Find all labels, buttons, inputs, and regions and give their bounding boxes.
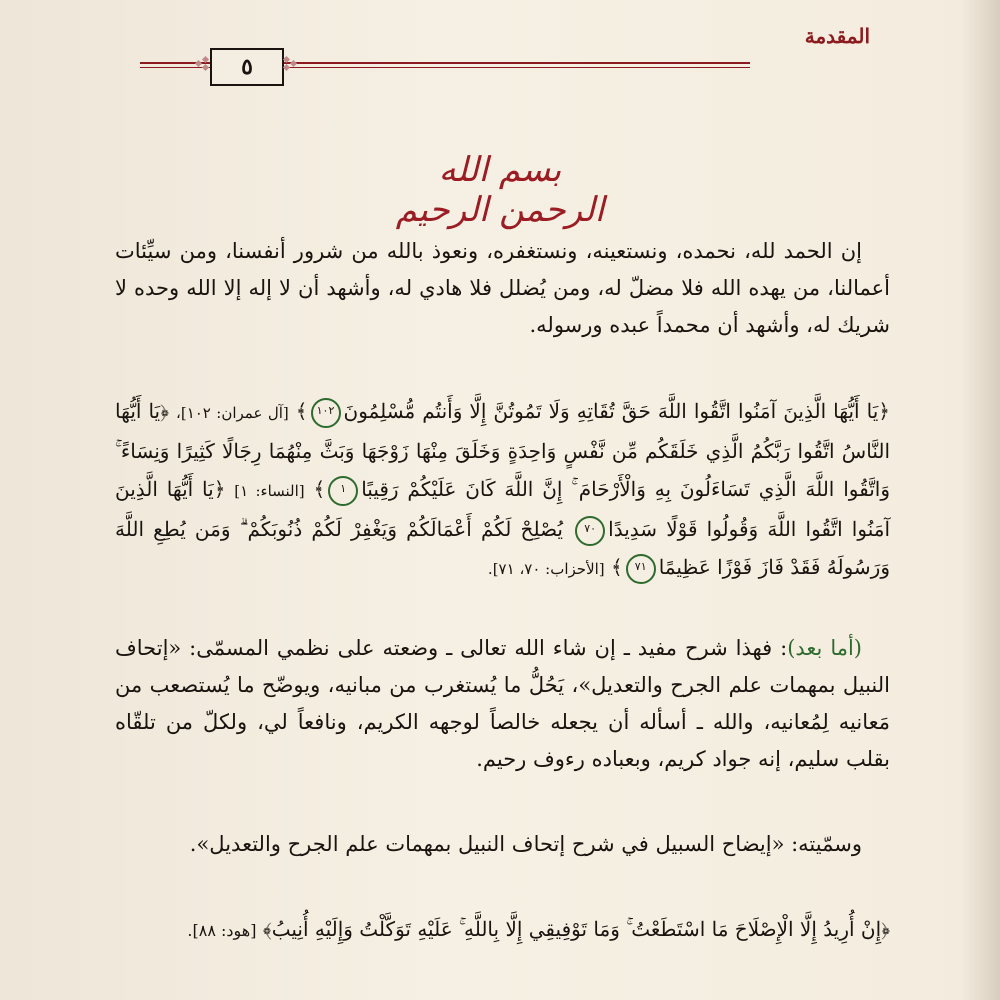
verse-reference: [النساء: ١] — [234, 482, 305, 500]
verse-reference: [آل عمران: ١٠٢]، — [175, 404, 289, 422]
quran-verse: ﴿يَا أَيُّهَا النَّاسُ اتَّقُوا رَبَّكُمُ الَّذِي خَلَقَكُم مِّن نَّفْسٍ وَاحِدَةٍ وَخَلَقَ مِنْهَا زَوْجَهَا وَبَثَّ مِنْهُمَا رِجَالًا كَثِيرًا وَنِسَاءً ۚ وَاتَّقُوا اللَّهَ الَّذِي تَسَاءَلُونَ بِهِ وَالْأَرْحَامَ ۚ إِنَّ اللَّهَ كَانَ عَلَيْكُمْ رَقِيبًا — [115, 399, 890, 501]
chapter-title: المقدمة — [804, 24, 870, 48]
basmala-calligraphy: بسم الله الرحمن الرحيم — [395, 150, 605, 230]
page-number-text: ٥ — [241, 54, 253, 80]
page-edge-shadow — [960, 0, 1000, 1000]
paragraph-lead: (أما بعد) — [787, 636, 862, 660]
quran-verse: ﴿يَا أَيُّهَا الَّذِينَ آمَنُوا اتَّقُوا اللَّهَ حَقَّ تُقَاتِهِ وَلَا تَمُوتُنَّ إِلَّا وَأَنتُم مُّسْلِمُونَ — [343, 399, 890, 423]
ayah-number-icon: ١ — [328, 476, 358, 506]
ayah-number-icon: ١٠٢ — [311, 398, 341, 428]
intro-paragraph: إن الحمد لله، نحمده، ونستعينه، ونستغفره، ونعوذ بالله من شرور أنفسنا، ومن سيِّئات أعمالنا، من يهده الله فلا مضلّ له، ومن يُضلل فلا هادي له، وأشهد أن لا إله إلا الله وحده لا شريك له، وأشهد أن محمداً عبده ورسوله. — [115, 239, 890, 337]
quran-verse: يُصْلِحْ لَكُمْ أَعْمَالَكُمْ وَيَغْفِرْ لَكُمْ ذُنُوبَكُمْ ۗ وَمَن يُطِعِ اللَّهَ وَرَسُولَهُ فَقَدْ فَازَ فَوْزًا عَظِيمًا — [115, 517, 890, 579]
ayah-number-icon: ٧١ — [626, 554, 656, 584]
main-paragraph — [115, 630, 890, 778]
page-header — [140, 18, 870, 78]
verse-reference: [هود: ٨٨]. — [187, 921, 257, 940]
ornament-icon — [284, 57, 300, 71]
ayah-number-icon: ٧٠ — [575, 516, 605, 546]
page-number — [210, 48, 284, 86]
paragraph-text: : فهذا شرح مفيد ـ إن شاء الله تعالى ـ وضعته على نظمي المسمّى: «إتحاف النبيل بمهمات علم الجرح والتعديل»، يَحُلُّ ما يُستغرب من مبانيه، ويوضّح ما يُستصعب من مَعانيه لِمُعانيه، والله ـ أسأله أن يجعله خالصاً لوجهه الكريم، ونافعاً لي، ولكلّ من تلقّاه بقلب سليم، إنه جواد كريم، وبعباده رءوف رحيم. — [115, 636, 890, 771]
quran-verse: ﴿إِنْ أُرِيدُ إِلَّا الْإِصْلَاحَ مَا اسْتَطَعْتُ ۚ وَمَا تَوْفِيقِي إِلَّا بِاللَّهِ ۚ عَلَيْهِ تَوَكَّلْتُ وَإِلَيْهِ أُنِيبُ﴾ — [262, 917, 890, 941]
naming-paragraph: وسمّيته: «إيضاح السبيل في شرح إتحاف النبيل بمهمات علم الجرح والتعديل». — [189, 832, 862, 856]
verse-reference: [الأحزاب: ٧٠، ٧١]. — [487, 560, 605, 578]
quran-verse: ﴿يَا أَيُّهَا الَّذِينَ آمَنُوا اتَّقُوا اللَّهَ وَقُولُوا قَوْلًا سَدِيدًا — [115, 477, 891, 541]
quran-verses-block: ﴿يَا أَيُّهَا الَّذِينَ آمَنُوا اتَّقُوا اللَّهَ حَقَّ تُقَاتِهِ وَلَا تَمُوتُنَّ إِلَّا وَأَنتُم مُّسْلِمُونَ١٠٢﴾ [آل عمران: ١٠٢]، ﴿يَا أَيُّهَا النَّاسُ اتَّقُوا رَبَّكُمُ الَّذِي خَلَقَكُم مِّن نَّفْسٍ وَاحِدَةٍ وَخَلَقَ مِنْهَا زَوْجَهَا وَبَثَّ مِنْهُمَا رِجَالًا كَثِيرًا وَنِسَاءً ۚ وَاتَّقُوا اللَّهَ الَّذِي تَسَاءَلُونَ بِهِ وَالْأَرْحَامَ ۚ إِنَّ اللَّهَ كَانَ عَلَيْكُمْ رَقِيبًا١﴾ [النساء: ١] ﴿يَا أَيُّهَا الَّذِينَ آمَنُوا اتَّقُوا اللَّهَ وَقُولُوا قَوْلًا سَدِيدًا٧٠ يُصْلِحْ لَكُمْ أَعْمَالَكُمْ وَيَغْفِرْ لَكُمْ ذُنُوبَكُمْ ۗ وَمَن يُطِعِ اللَّهَ وَرَسُولَهُ فَقَدْ فَازَ فَوْزًا عَظِيمًا٧١﴾ [الأحزاب: ٧٠، ٧١]. — [115, 392, 890, 588]
closing-verse-block — [115, 908, 890, 952]
